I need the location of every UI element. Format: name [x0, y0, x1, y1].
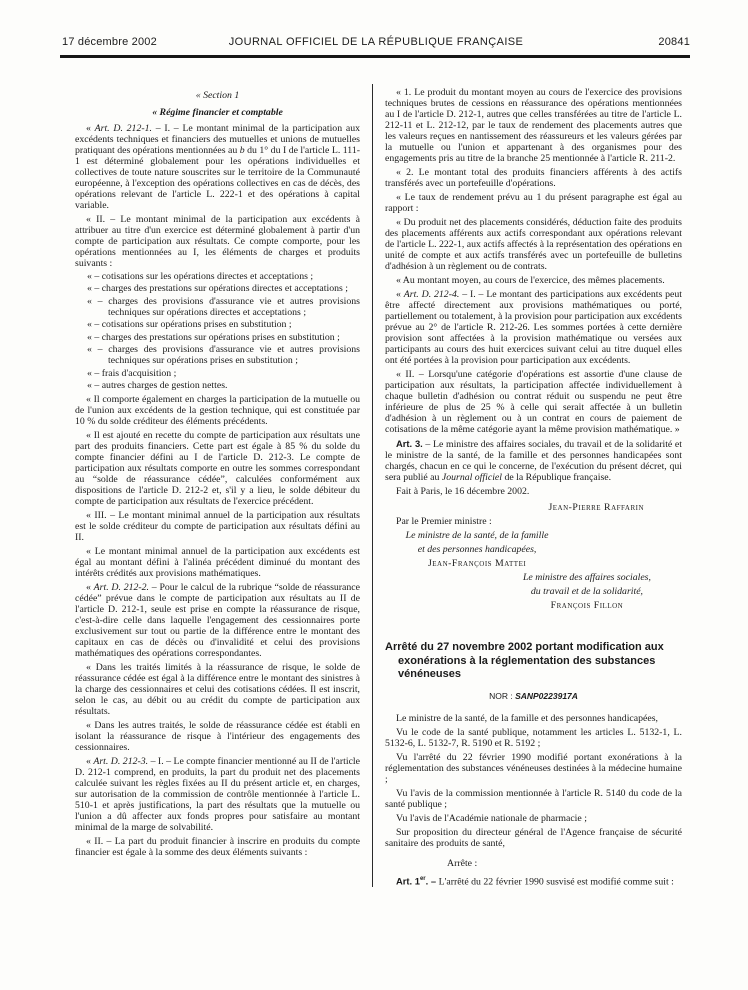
list-item	[75, 319, 360, 330]
text-run: Jean-Pierre Raffarin	[548, 502, 644, 513]
text-run: – Le ministre des affaires sociales, du travail et de la solidarité et le ministre de la santé, de la famille et des personnes handicapées sont chargés, chacun en ce qui le concerne, de l'exécution du présent décret, qui sera publié au	[385, 439, 683, 483]
signature-block-right-line	[492, 572, 682, 583]
text-run: « – cotisations sur les opérations directes et acceptations ;	[87, 270, 314, 282]
text-run: « – autres charges de gestion nettes.	[87, 380, 228, 391]
paragraph	[385, 217, 682, 272]
text-run: Art. D. 212-3.	[93, 756, 149, 767]
text-run: Arrête :	[447, 857, 478, 869]
text-run: Le ministre de la santé, de la famille	[405, 530, 549, 541]
text-run: « Le taux de rendement prévu au 1 du présent paragraphe est égal au rapport :	[385, 192, 682, 214]
text-run: Le ministre de la santé, de la famille et des personnes handicapées,	[396, 712, 658, 724]
text-run: – I. – Le montant minimal de la participation aux excédents techniques et financiers des mutuelles et unions de mutuelles pratiquant des opérations mentionnées au	[75, 123, 360, 156]
text-run: « 2. Le montant total des produits financiers afférents à des actifs transférés avec un portefeuille d'opérations.	[385, 167, 682, 189]
text-run: « II. – Le montant minimal de la participation aux excédents à attribuer au titre d'un exercice est déterminé globalement à partir d'un compte de participation aux résultats. Ce compte comporte, pour les opérations mentionnées au I, les éléments de charges et produits suivants :	[75, 214, 360, 269]
paragraph	[385, 486, 682, 497]
paragraph	[385, 752, 682, 785]
paragraph	[385, 727, 682, 749]
text-run: Art. 3.	[396, 438, 423, 449]
paragraph	[75, 836, 360, 858]
paragraph	[385, 874, 682, 887]
signature-block-left-line	[385, 558, 569, 569]
paragraph	[75, 123, 360, 211]
list-item	[75, 368, 360, 379]
text-run: « – cotisations sur opérations prises en substitution ;	[87, 319, 292, 330]
text-run: François Fillon	[550, 600, 624, 611]
paragraph	[75, 662, 360, 717]
list-item	[75, 344, 360, 366]
left-column	[75, 84, 360, 887]
paragraph	[385, 289, 682, 366]
text-run: Fait à Paris, le 16 décembre 2002.	[396, 486, 530, 497]
text-run: « Dans les autres traités, le solde de réassurance cédée est établi en isolant la réassurance de risque à l'intérieur des engagements des cessionnaires.	[75, 720, 360, 753]
text-run: – I. – Le compte financier mentionné au II de l'article D. 212-1 comprend, en produits, la part du produit net des placements calculée suivant les règles fixées au II du présent article et, en charges, sur autorisation de la commission de contrôle mentionnée à l'article L. 510-1 et après justifications, la part des résultats que la mutuelle ou l'union a dû affecter aux fonds propres pour satisfaire au montant minimal de la marge de solvabilité.	[75, 756, 361, 833]
journal-title: JOURNAL OFFICIEL DE LA RÉPUBLIQUE FRANÇAISE	[228, 36, 524, 48]
page-header	[62, 36, 690, 48]
paragraph	[385, 275, 682, 286]
signature-prime-minister	[385, 502, 682, 513]
paragraph	[75, 756, 360, 833]
list-item	[75, 283, 360, 294]
text-run: b	[239, 145, 245, 156]
text-run: NOR :	[489, 690, 516, 701]
signature-block-right-line	[492, 586, 682, 597]
text-run: Jean-François Mattei	[427, 558, 527, 569]
paragraph	[75, 430, 360, 507]
arrete-heading	[385, 641, 682, 682]
text-run: «	[396, 289, 404, 300]
text-run: « Il est ajouté en recette du compte de participation aux résultats une part des produits financiers. Cette part est égale à 85 % du solde du compte financier défini au I de l'article D. 212-3. Le compte de participation aux résultats comporte en outre les sommes correspondant au “solde de réassurance cédée”, calculées conformément aux dispositions de l'article D. 212-2 et, s'il y a lieu, le solde débiteur du compte de participation aux résultats de l'exercice précédent.	[75, 430, 360, 507]
text-run: Art. D. 212-2.	[93, 582, 150, 593]
text-run: « Il comporte également en charges la participation de la mutuelle ou de l'union aux excédents de la gestion technique, qui est constituée par 10 % du solde créditeur des éléments précédents.	[75, 394, 360, 427]
text-run: « – frais d'acquisition ;	[87, 367, 177, 379]
column-divider	[372, 84, 373, 887]
paragraph	[385, 438, 682, 483]
text-run: « II. – La part du produit financier à inscrire en produits du compte financier est égale à la somme des deux éléments suivants :	[75, 836, 360, 858]
text-run: « Au montant moyen, au cours de l'exercice, des mêmes placements.	[396, 275, 665, 286]
text-run: « Dans les traités limités à la réassurance de risque, le solde de réassurance cédée est égal à la différence entre le montant des sinistres à la charge des cessionnaires et celui des cotisations cédées. Il est inscrit, selon le cas, au débit ou au crédit du compte de participation aux résultats.	[75, 662, 360, 717]
paragraph	[75, 546, 360, 579]
text-columns	[75, 84, 682, 887]
text-run: « Le montant minimal annuel de la participation aux excédents est égal au montant défini à l'alinéa précédent diminué du montant des intérêts crédités aux provisions mathématiques.	[75, 546, 360, 579]
text-run: SANP0223917A	[515, 690, 578, 701]
text-run: Sur proposition du directeur général de l'Agence française de sécurité sanitaire des produits de santé,	[385, 826, 682, 849]
text-run: L'arrêté du 22 février 1990 susvisé est modifié comme suit :	[438, 875, 674, 887]
text-run: « – charges des provisions d'assurance vie et autres provisions techniques sur opérations directes et acceptations ;	[87, 295, 360, 318]
text-run: Arrêté du 27 novembre 2002 portant modification aux exonérations à la réglementation des substances vénéneuses	[385, 641, 664, 680]
text-run: du travail et de la solidarité,	[530, 586, 643, 597]
text-run: « – charges des prestations sur opérations prises en substitution ;	[87, 331, 340, 343]
header-date: 17 décembre 2002	[62, 36, 157, 48]
paragraph	[385, 87, 682, 164]
text-run: Par le Premier ministre :	[396, 516, 492, 527]
list-item	[75, 271, 360, 282]
paragraph	[385, 369, 682, 435]
section-heading	[75, 90, 360, 101]
text-run: Vu l'avis de la commission mentionnée à l'article R. 5140 du code de la santé publique ;	[385, 787, 682, 810]
right-column	[385, 84, 682, 887]
text-run: « Section 1	[195, 90, 240, 101]
paragraph	[385, 788, 682, 810]
paragraph	[385, 167, 682, 189]
signature-block-left-line	[385, 530, 569, 541]
paragraph	[385, 827, 682, 849]
paragraph	[385, 192, 682, 214]
text-run: « – charges des prestations sur opérations directes et acceptations ;	[87, 283, 348, 294]
paragraph	[385, 516, 682, 527]
text-run: – I. – Le montant des participations aux excédents peut être affecté directement aux provisions mathématiques ou porté, partiellement ou totalement, à la provision pour participation aux excédents prévue au 2° de l'article R. 212-26. Les sommes portées à cette dernière provision sont affectées à la provision mathématique ou versées aux participants au cours des huit exercices suivant celui au titre duquel elles ont été portées à la provision pour participation aux excédents.	[385, 289, 682, 366]
text-run: « Régime financier et comptable	[152, 107, 283, 118]
list-item	[75, 332, 360, 343]
text-run: « III. – Le montant minimal annuel de la participation aux résultats est le solde créditeur du compte de participation aux résultats défini au II.	[75, 510, 360, 543]
paragraph	[75, 582, 360, 659]
text-run: «	[86, 756, 94, 767]
header-rule	[60, 55, 690, 58]
list-item	[75, 296, 360, 318]
text-run: et des personnes handicapées,	[417, 544, 537, 555]
text-run: du 1° du I de l'article L. 111-1 est déterminé globalement pour les opérations individuelles et collectives de toute nature souscrites sur le territoire de la Communauté européenne, à l'exception des opérations collectives en cas de décès, des opérations relevant de l'article L. 222-1 et des opérations à capital variable.	[75, 145, 360, 211]
text-run: «	[86, 582, 94, 593]
section-heading	[75, 107, 360, 118]
paragraph	[385, 813, 682, 824]
text-run: . –	[425, 874, 439, 886]
text-run: « 1. Le produit du montant moyen au cours de l'exercice des provisions techniques brutes de cessions en réassurance des opérations mentionnées au I de l'article D. 212-1, autres que celles transférées au titre de l'article L. 212-11 et L. 212-12, par le taux de rendement des placements autres que les valeurs reçues en nantissement des réassureurs et les valeurs gérées par la mutuelle ou l'union et appartenant à des organismes pour des engagements pris au titre de la branche 25 mentionnée à l'article R. 211-2.	[385, 87, 682, 164]
list-item	[75, 380, 360, 391]
text-run: Vu l'arrêté du 22 février 1990 modifié portant exonérations à la réglementation des substances vénéneuses destinées à la médecine humaine ;	[385, 751, 682, 785]
paragraph	[75, 214, 360, 269]
signature-block-right-line	[492, 600, 682, 611]
text-run: Le ministre des affaires sociales,	[522, 572, 651, 583]
paragraph	[75, 720, 360, 753]
text-run: Art. D. 212-1.	[94, 123, 152, 134]
text-run: Art. 1	[396, 874, 420, 886]
text-run: « – charges des provisions d'assurance vie et autres provisions techniques sur opérations prises en substitution ;	[87, 344, 360, 366]
signature-block-left-line	[385, 544, 569, 555]
text-run: Vu l'avis de l'Académie nationale de pharmacie ;	[396, 812, 587, 824]
paragraph	[385, 713, 682, 724]
nor-line	[385, 691, 682, 702]
paragraph	[75, 394, 360, 427]
text-run: « Du produit net des placements considérés, déduction faite des produits des placements afférents aux actifs correspondant aux opérations relevant de l'article L. 222-1, aux actifs affectés à la représentation des opérations en unité de compte et aux actifs transférés avec un portefeuille de bulletins d'adhésion à un règlement ou de contrats.	[385, 217, 682, 272]
text-run: «	[86, 123, 95, 134]
text-run: er	[419, 875, 426, 882]
text-run: Journal officiel	[441, 472, 502, 483]
text-run: « II. – Lorsqu'une catégorie d'opérations est assortie d'une clause de participation aux résultats, la participation affectée individuellement à chaque bulletin d'adhésion ou contrat réduit ou suspendu ne peut être inférieure de plus de 25 % à celle qui serait affectée à un bulletin d'adhésion à un règlement ou à un contrat en cours de paiement de cotisations de la même catégorie ayant la même provision mathématique. »	[385, 369, 682, 435]
paragraph	[75, 510, 360, 543]
text-run: Art. D. 212-4.	[403, 289, 460, 300]
text-run: Vu le code de la santé publique, notamment les articles L. 5132-1, L. 5132-6, L. 5132-7, R. 5190 et R. 5192 ;	[385, 726, 682, 749]
text-run: de la République française.	[502, 472, 612, 483]
page-number: 20841	[658, 36, 691, 48]
arrete-label	[385, 858, 682, 869]
text-run: – Pour le calcul de la rubrique “solde de réassurance cédée” prévue dans le compte de participation aux résultats au II de l'article D. 212-1, seule est prise en compte la réassurance de risque, c'est-à-dire celle dans laquelle l'engagement des cessionnaires porte exclusivement sur tout ou partie de la différence entre le montant des capitaux en cas de décès ou d'invalidité et celui des provisions mathématiques des opérations correspondantes.	[75, 582, 361, 659]
